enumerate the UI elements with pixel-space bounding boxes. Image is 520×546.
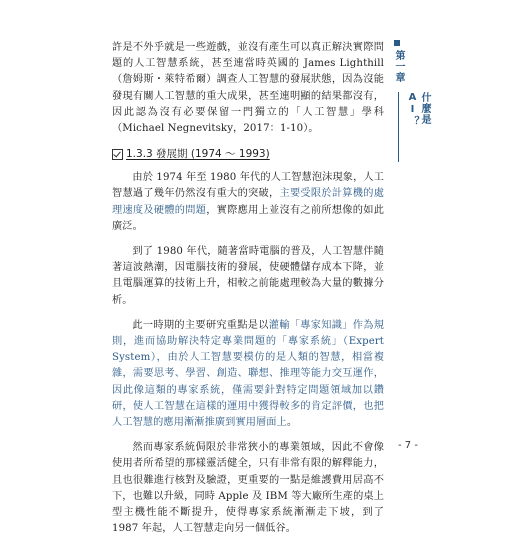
paragraph-3 [112, 244, 384, 309]
square-bullet-icon [394, 40, 400, 46]
chapter-label: 第一章 [393, 50, 404, 83]
paragraph-4-text-c: 。 [286, 417, 298, 429]
paragraph-2-highlight: 主要受限於計算機的處理速度及硬體的問題 [112, 188, 384, 216]
paragraph-5 [112, 440, 384, 537]
paragraph-4 [112, 318, 384, 431]
paragraph-4-highlight: 灌輸「專家知識」作為規則，進而協助解決特定專業問題的「專家系統」（Expert System），由於人工智慧要模仿的是人類的智慧，相當複雜，需要思考、學習、創造、聯想、推理等能力交互運作，因此像這類的專家系統，僅需要針對特定問題領域加以鑽研，使人工智慧在這樣的運用中獲得較多的肯定評價，也把人工智慧的應用漸漸推廣到實用層面上 [112, 319, 384, 429]
checkbox-icon [112, 149, 123, 160]
page-number: - 7 - [398, 440, 418, 451]
paragraph-3-text: 到了 1980 年代，隨著當時電腦的普及，人工智慧伴隨著這波熱潮，因電腦技術的發展，使硬體儲存成本下降，並且電腦運算的技術上升，相較之前能處理較為大量的數據分析。 [112, 246, 384, 306]
section-heading [112, 146, 384, 162]
paragraph-2-text-a: 由於 1974 年至 1980 年代的人工智慧泡沫現象，人工智慧過了幾年仍然沒有重大的突破， [112, 172, 384, 200]
paragraph-2-text-c: ，實際應用上並沒有之前所想像的如此廣泛。 [112, 204, 384, 232]
chapter-side-tab [392, 40, 430, 127]
chapter-title: 什麼是AI？ [407, 92, 430, 127]
paragraph-1 [112, 40, 384, 137]
main-text-column [112, 40, 384, 546]
paragraph-2 [112, 170, 384, 235]
paragraph-1-text: 許是不外乎就是一些遊戲，並沒有產生可以真正解決實際問題的人工智慧系統，甚至連當時英國的 James Lighthill（詹姆斯・萊特希爾）調查人工智慧的發展狀態，因為沒能發現有關人工智慧的重大成果，甚至連明顯的結果都沒有，因此認為沒有必要保留一門獨立的「人工智慧」學科（Michael Negnevitsky，2017：1-10）。 [112, 42, 384, 135]
paragraph-4-text-a: 此一時期的主要研究重點是以 [132, 319, 269, 331]
paragraph-5-text: 然而專家系統侷限於非常狹小的專業領域，因此不會像使用者所希望的那樣靈活健全，只有非常有限的解釋能力，且也很難進行核對及驗證，更重要的一點是維護費用居高不下，也難以升級，同時 Apple 及 IBM 等大廠所生產的桌上型主機性能不斷提升，使得專家系統漸漸走下坡，到了 1987 年起，人工智慧走向另一個低谷。 [112, 442, 384, 535]
section-heading-text: 1.3.3 發展期 (1974 ～ 1993) [126, 148, 270, 161]
side-divider-line [398, 92, 399, 162]
